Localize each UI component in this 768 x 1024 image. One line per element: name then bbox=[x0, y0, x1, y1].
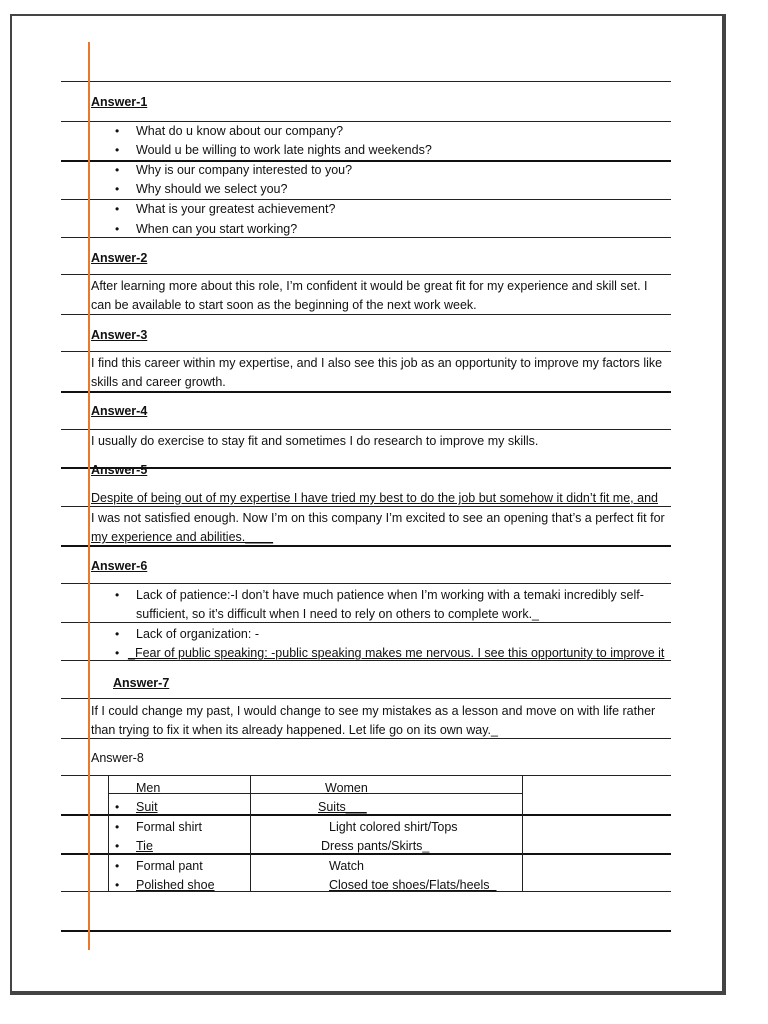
table-cell-men: Formal pant bbox=[136, 859, 203, 873]
answer-2-line: After learning more about this role, I’m confident it would be great fit for my experience and skill set. I bbox=[91, 279, 648, 293]
bullet-icon: • bbox=[115, 124, 120, 138]
ruled-line bbox=[61, 775, 671, 776]
answer-3-heading: Answer-3 bbox=[91, 328, 148, 342]
list-item-continuation: sufficient, so it’s difficult when I need to rely on others to complete work._ bbox=[136, 607, 539, 621]
answer-8-heading: Answer-8 bbox=[91, 751, 144, 765]
ruled-line bbox=[61, 583, 671, 584]
bullet-icon: • bbox=[115, 820, 120, 834]
table-cell-women: Dress pants/Skirts_ bbox=[321, 839, 430, 853]
list-item: Would u be willing to work late nights and weekends? bbox=[136, 143, 432, 157]
bullet-icon: • bbox=[115, 163, 120, 177]
table-cell-men: Tie bbox=[136, 839, 153, 853]
bullet-icon: • bbox=[115, 646, 120, 660]
ruled-line bbox=[61, 698, 671, 699]
table-border bbox=[108, 793, 522, 794]
bullet-icon: • bbox=[115, 627, 120, 641]
bullet-icon: • bbox=[115, 859, 120, 873]
table-cell-women: Light colored shirt/Tops bbox=[329, 820, 458, 834]
ruled-line bbox=[61, 274, 671, 275]
list-item: Why should we select you? bbox=[136, 182, 288, 196]
ruled-line bbox=[61, 467, 671, 469]
list-item: Why is our company interested to you? bbox=[136, 163, 353, 177]
answer-5-line: Despite of being out of my expertise I have tried my best to do the job but somehow it didn’t fit me, and bbox=[91, 491, 658, 505]
ruled-line bbox=[61, 199, 671, 200]
answer-5-line: my experience and abilities.____ bbox=[91, 530, 274, 544]
answer-3-line: I find this career within my expertise, and I also see this job as an opportunity to improve my factors like bbox=[91, 356, 663, 370]
table-cell-men: Suit bbox=[136, 800, 158, 814]
list-item: Lack of patience:-I don’t have much patience when I’m working with a temaki incredibly self- bbox=[136, 588, 644, 602]
table-header-men: Men bbox=[136, 781, 161, 795]
answer-7-line: If I could change my past, I would change to see my mistakes as a lesson and move on with life rather bbox=[91, 704, 656, 718]
table-header-women: Women bbox=[325, 781, 368, 795]
bullet-icon: • bbox=[115, 202, 120, 216]
bullet-icon: • bbox=[115, 182, 120, 196]
table-cell-women: Suits___ bbox=[318, 800, 367, 814]
ruled-line bbox=[61, 506, 671, 507]
list-item: What do u know about our company? bbox=[136, 124, 344, 138]
list-item: When can you start working? bbox=[136, 222, 298, 236]
ruled-line bbox=[61, 237, 671, 238]
table-cell-men: Polished shoe bbox=[136, 878, 215, 892]
bullet-icon: • bbox=[115, 839, 120, 853]
bullet-icon: • bbox=[115, 222, 120, 236]
ruled-line bbox=[61, 314, 671, 315]
list-item: _Fear of public speaking: -public speaking makes me nervous. I see this opportunity to improve it bbox=[128, 646, 665, 660]
answer-7-line: than trying to fix it when its already happened. Let life go on its own way._ bbox=[91, 723, 498, 737]
ruled-line bbox=[61, 391, 671, 393]
ruled-line bbox=[61, 930, 671, 932]
list-item: Lack of organization: - bbox=[136, 627, 259, 641]
table-border bbox=[522, 775, 523, 891]
ruled-line bbox=[61, 545, 671, 547]
table-cell-women: Closed toe shoes/Flats/heels_ bbox=[329, 878, 497, 892]
table-cell-women: Watch bbox=[329, 859, 364, 873]
answer-6-heading: Answer-6 bbox=[91, 559, 148, 573]
answer-2-heading: Answer-2 bbox=[91, 251, 148, 265]
table-cell-men: Formal shirt bbox=[136, 820, 202, 834]
answer-7-heading: Answer-7 bbox=[113, 676, 170, 690]
bullet-icon: • bbox=[115, 800, 120, 814]
answer-4-line: I usually do exercise to stay fit and sometimes I do research to improve my skills. bbox=[91, 434, 539, 448]
answer-5-line: I was not satisfied enough. Now I’m on this company I’m excited to see an opening that’s a perfect fit for bbox=[91, 511, 665, 525]
list-item: What is your greatest achievement? bbox=[136, 202, 336, 216]
answer-5-heading: Answer-5 bbox=[91, 463, 148, 477]
answer-4-heading: Answer-4 bbox=[91, 404, 148, 418]
answer-1-heading: Answer-1 bbox=[91, 95, 148, 109]
answer-2-line: can be available to start soon as the beginning of the next work week. bbox=[91, 298, 477, 312]
ruled-line bbox=[61, 622, 671, 623]
answer-3-line: skills and career growth. bbox=[91, 375, 226, 389]
ruled-line bbox=[61, 738, 671, 739]
margin-line bbox=[88, 42, 90, 950]
bullet-icon: • bbox=[115, 143, 120, 157]
bullet-icon: • bbox=[115, 588, 120, 602]
ruled-line bbox=[61, 121, 671, 122]
ruled-line bbox=[61, 429, 671, 430]
ruled-line bbox=[61, 351, 671, 352]
ruled-line bbox=[61, 81, 671, 82]
bullet-icon: • bbox=[115, 878, 120, 892]
